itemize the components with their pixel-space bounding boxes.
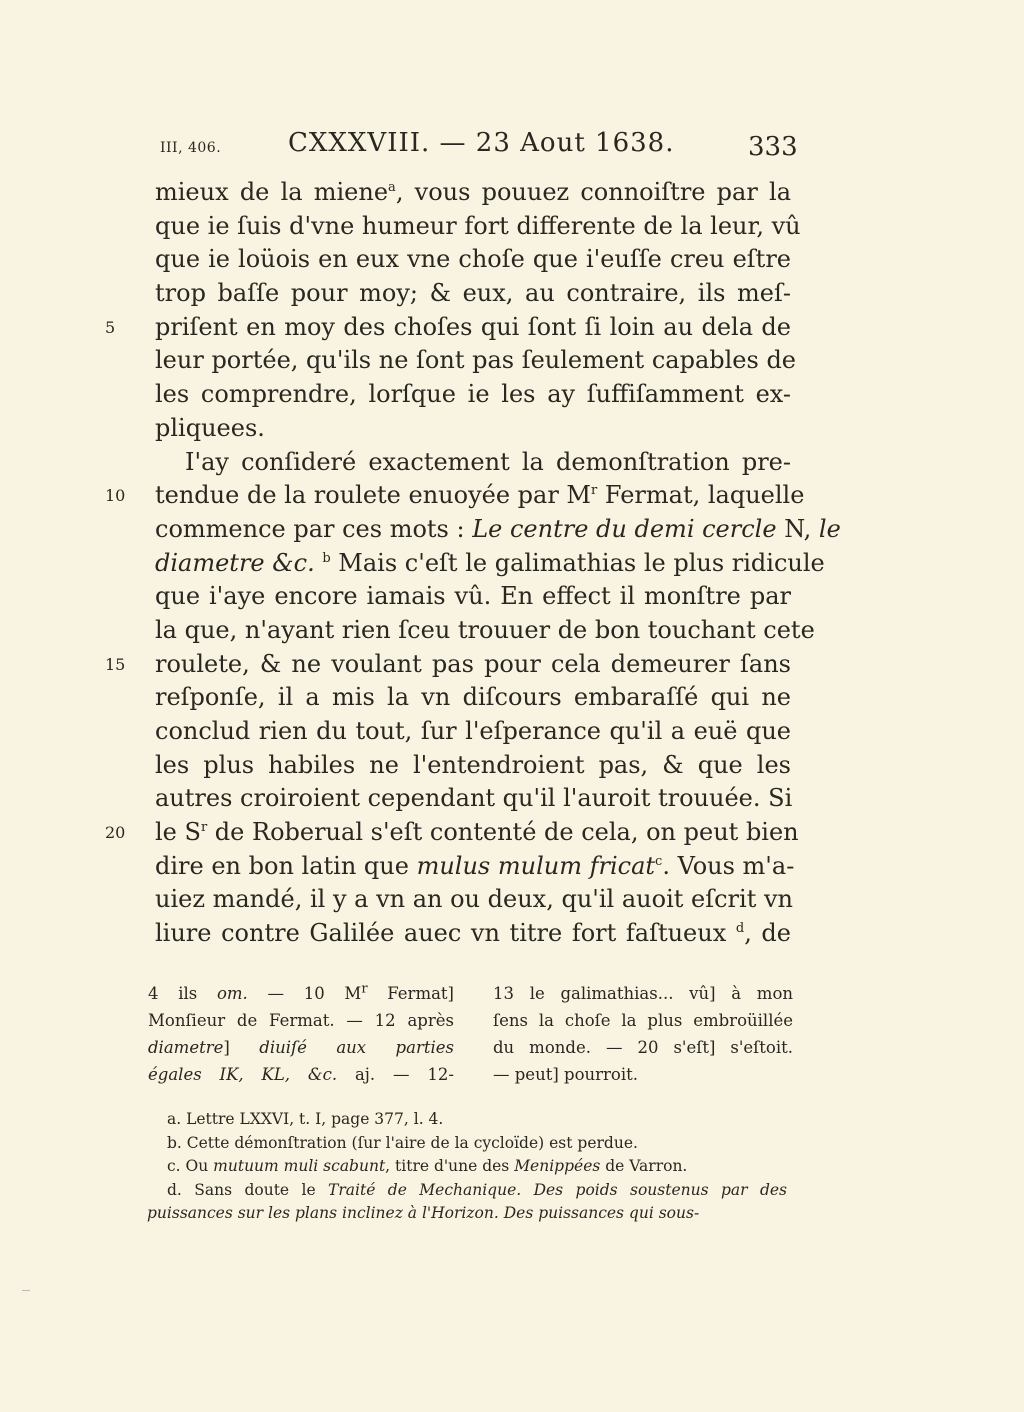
italic-text: égales IK, KL, &c.	[148, 1065, 338, 1084]
text-run: le S	[155, 818, 201, 847]
text-run: tendue de la roulete enuoyée par M	[155, 481, 592, 510]
text-run: Fermat, laquelle	[597, 481, 805, 510]
variants-right-column	[493, 980, 793, 1088]
text-run: mieux de la miene	[155, 178, 389, 206]
italic-text: diuiſé aux parties	[259, 1038, 454, 1057]
superscript: d	[735, 921, 745, 937]
text-line	[105, 648, 791, 682]
text-run: — peut] pourroit.	[493, 1065, 638, 1084]
margin-mark	[22, 1290, 30, 1291]
text-run: b. Cette démonſtration (ſur l'aire de la cycloïde) est perdue.	[167, 1133, 638, 1152]
text-run: leur portée, qu'ils ne ſont pas ſeulement capables de	[155, 346, 797, 375]
text-line	[155, 614, 815, 648]
variant-line	[148, 980, 454, 1007]
footnote	[147, 1155, 787, 1179]
superscript: r	[591, 483, 598, 499]
text-run: pliquees.	[155, 413, 265, 442]
text-run: I'ay conſideré exactement la demonſtration pre-	[185, 447, 791, 476]
variant-line	[493, 1061, 793, 1088]
italic-text: diametre	[148, 1038, 224, 1057]
text-run: Monſieur de Fermat. — 12 après	[148, 1011, 454, 1030]
page-number: 333	[748, 132, 798, 162]
text-line	[105, 311, 791, 345]
text-line	[155, 715, 791, 749]
text-run: a. Lettre LXXVI, t. I, page 377, l. 4.	[167, 1110, 444, 1128]
text-run: c. Ou	[167, 1157, 214, 1175]
footnote	[147, 1108, 787, 1132]
text-line	[155, 378, 791, 412]
text-line	[155, 513, 841, 547]
italic-text: diametre &c.	[155, 548, 315, 577]
text-line	[155, 681, 791, 715]
text-run: 4 ils	[148, 984, 217, 1003]
text-run: ſens la choſe la plus embroüillée	[493, 1011, 793, 1030]
letter-heading: CXXXVIII. — 23 Aout 1638.	[288, 128, 675, 158]
text-line	[155, 883, 791, 917]
footnote	[147, 1202, 787, 1226]
text-line	[155, 782, 791, 816]
text-line	[155, 210, 801, 244]
text-line	[155, 446, 791, 480]
text-run: uiez mandé, il y a vn an ou deux, qu'il auoit eſcrit vn	[155, 885, 793, 914]
text-run: que ie loüois en eux vne choſe que i'euſſe creu eſtre	[155, 245, 791, 274]
text-run: Fermat]	[367, 984, 454, 1003]
text-run: que ie ſuis d'vne humeur fort differente de la leur, vû	[155, 211, 801, 240]
text-run: trop baſſe pour moy; & eux, au contraire, ils meſ-	[155, 279, 791, 308]
text-run: conclud rien du tout, ſur l'eſperance qu'il a euë que	[155, 717, 791, 745]
superscript: c	[655, 853, 663, 869]
volume-reference: III, 406.	[160, 140, 222, 156]
text-run: Mais c'eſt le galimathias le plus ridicule	[330, 548, 825, 577]
text-run: autres croiroient cependant qu'il l'auroit trouuée. Si	[155, 784, 793, 813]
footnotes	[147, 1108, 787, 1226]
text-run: , titre d'une des	[385, 1157, 515, 1175]
text-run: priſent en moy des choſes qui ſont ſi loin au dela de	[155, 312, 791, 341]
text-run: les comprendre, lorſque ie les ay ſuffiſamment ex-	[155, 380, 791, 409]
superscript: b	[322, 550, 331, 566]
text-run: de Roberual s'eſt contenté de cela, on peut bien	[207, 818, 799, 847]
text-run: de Varron.	[600, 1157, 688, 1175]
text-run: les plus habiles ne l'entendroient pas, & que les	[155, 750, 791, 779]
variant-line	[148, 1007, 454, 1034]
text-line	[155, 412, 791, 446]
italic-text: le	[818, 514, 841, 543]
italic-text: mutuum muli scabunt	[213, 1157, 386, 1175]
text-line	[155, 547, 825, 581]
superscript: a	[388, 180, 396, 195]
text-run: reſponſe, il a mis la vn diſcours embaraſſé qui ne	[155, 683, 791, 712]
footnote	[147, 1132, 787, 1156]
text-run: roulete, & ne voulant pas pour cela demeurer ſans	[155, 649, 791, 678]
text-line	[155, 749, 791, 783]
text-run: aj. — 12-	[337, 1065, 454, 1084]
italic-text: puissances sur les plans inclinez à l'Horizon. Des puissances qui sous-	[147, 1204, 700, 1222]
text-run: . Vous m'a-	[662, 851, 795, 880]
text-run: , de	[744, 919, 791, 948]
text-run: commence par ces mots :	[155, 514, 473, 543]
text-line	[155, 344, 797, 378]
text-run: que i'aye encore iamais vû. En effect il monſtre par	[155, 582, 791, 611]
text-line	[105, 479, 805, 513]
variant-line	[148, 1034, 454, 1061]
line-number: 15	[105, 654, 126, 674]
text-run: d. Sans doute le	[167, 1180, 329, 1199]
italic-text: om.	[216, 984, 248, 1003]
italic-text: Traité de Mechanique. Des poids soustenus par des	[328, 1180, 787, 1199]
line-number: 5	[105, 317, 116, 337]
italic-text: Le centre du demi cercle	[472, 514, 777, 543]
variants-left-column	[148, 980, 454, 1088]
text-run: N,	[776, 514, 819, 543]
variant-line	[493, 1034, 793, 1061]
line-number: 20	[105, 823, 126, 843]
text-line	[155, 917, 791, 951]
variant-line	[148, 1061, 454, 1088]
running-header	[0, 128, 1024, 168]
variant-line	[493, 1007, 793, 1034]
text-line	[105, 816, 799, 850]
text-line	[155, 176, 791, 210]
text-run: , vous pouuez connoiſtre par la	[395, 178, 791, 206]
text-run: dire en bon latin que	[155, 851, 417, 880]
text-line	[155, 850, 795, 884]
italic-text: Menippées	[514, 1157, 601, 1175]
variant-line	[493, 980, 793, 1007]
text-run: ]	[223, 1038, 260, 1057]
superscript: r	[361, 981, 368, 997]
letter-body	[105, 176, 841, 951]
text-run: liure contre Galilée auec vn titre fort faſtueux	[155, 919, 736, 948]
text-line	[155, 580, 791, 614]
italic-text: mulus mulum fricat	[416, 851, 656, 880]
text-line	[155, 277, 791, 311]
text-run: du monde. — 20 s'eſt] s'eſtoit.	[493, 1038, 793, 1057]
line-number: 10	[105, 486, 126, 506]
superscript: r	[200, 820, 208, 836]
text-run: 13 le galimathias... vû] à mon	[493, 984, 793, 1003]
text-run: — 10 M	[247, 984, 362, 1003]
text-run: la que, n'ayant rien ſceu trouuer de bon touchant cete	[155, 615, 815, 644]
text-line	[155, 243, 791, 277]
footnote	[147, 1179, 787, 1203]
